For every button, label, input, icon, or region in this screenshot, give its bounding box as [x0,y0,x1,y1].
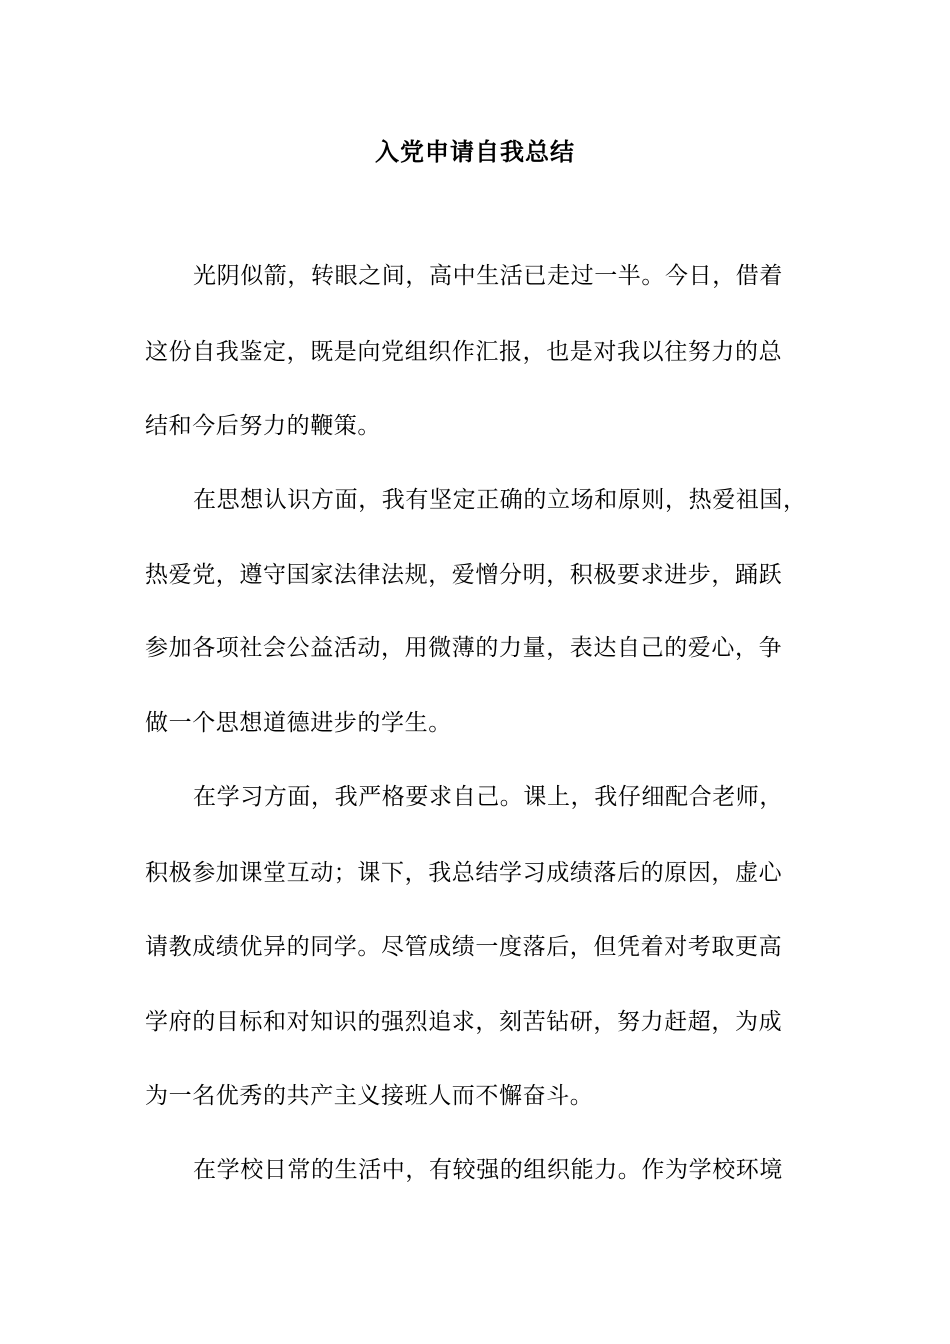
paragraph-2-line-1: 在思想认识方面，我有坚定正确的立场和原则，热爱祖国， [193,487,807,513]
paragraph-3-line-3: 请教成绩优异的同学。尽管成绩一度落后，但凭着对考取更高 [145,934,783,960]
paragraph-2-line-4: 做一个思想道德进步的学生。 [145,710,452,736]
document-title: 入党申请自我总结 [375,137,575,166]
paragraph-3-line-4: 学府的目标和对知识的强烈追求，刻苦钻研，努力赶超，为成 [145,1009,783,1035]
paragraph-4-line-1: 在学校日常的生活中，有较强的组织能力。作为学校环境 [193,1157,783,1183]
paragraph-2-line-2: 热爱党，遵守国家法律法规，爱憎分明，积极要求进步，踊跃 [145,562,783,588]
paragraph-2-line-3: 参加各项社会公益活动，用微薄的力量，表达自己的爱心，争 [145,635,783,661]
paragraph-1-line-3: 结和今后努力的鞭策。 [145,413,381,439]
paragraph-3-line-2: 积极参加课堂互动；课下，我总结学习成绩落后的原因，虚心 [145,860,783,886]
paragraph-3-line-1: 在学习方面，我严格要求自己。课上，我仔细配合老师， [193,784,783,810]
paragraph-1-line-1: 光阴似箭，转眼之间，高中生活已走过一半。今日，借着 [193,263,783,289]
paragraph-3-line-5: 为一名优秀的共产主义接班人而不懈奋斗。 [145,1083,594,1109]
paragraph-1-line-2: 这份自我鉴定，既是向党组织作汇报，也是对我以往努力的总 [145,339,783,365]
